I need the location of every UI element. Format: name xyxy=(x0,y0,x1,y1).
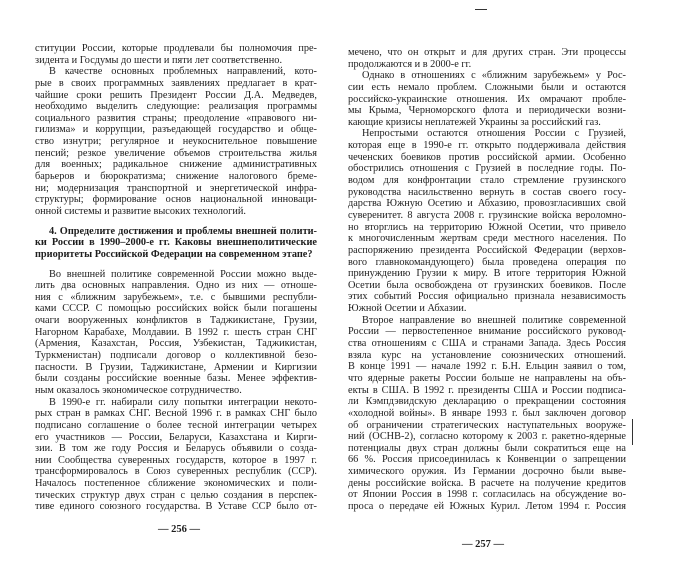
paragraph xyxy=(35,269,317,397)
text-line: ным оказалось экономическое сотрудничество. xyxy=(35,384,242,396)
text-line: распоряжению президента Российской Федерации (верхов- xyxy=(348,244,626,256)
text-line: структуры; формирование основ национальной инноваци- xyxy=(35,194,317,206)
text-line: В конце 1991 — начале 1992 г. Б.Н. Ельцин заявил о том, xyxy=(348,361,626,373)
text-line: этих событий Россия официально признала независимость xyxy=(348,291,626,303)
text-line: Во внешней политике современной России можно выде- xyxy=(49,268,317,280)
text-line: рых стран в рамках СНГ. Весной 1996 г. в рамках СНГ было xyxy=(35,408,317,420)
text-line: (Армения, Казахстан, Россия, Узбекистан, Таджикистан, xyxy=(35,338,317,350)
text-line: рые в своих программных заявлениях предлагает в крат- xyxy=(35,77,317,89)
text-line: Непростыми остаются отношения России с Грузией, xyxy=(362,128,626,140)
text-line: российско-украинские отношения. Их омрачают пробле- xyxy=(348,93,626,105)
text-line: руководства насильственно вернуть в состав своего госу- xyxy=(348,186,626,198)
text-line: социального развития страны; преодоление «правового ни- xyxy=(35,112,317,124)
text-line: ками СССР. С помощью российских войск были погашены xyxy=(35,303,317,315)
text-line: тиве единого союзного государства. В Уставе ССР было от- xyxy=(35,501,317,513)
text-line: чайшие сроки решить Президент России Д.А. Медведев, xyxy=(35,89,317,101)
text-line: Туркменистан) подписали договор о коллективной безо- xyxy=(35,350,317,362)
text-line: зии. В том же году Россия и Беларусь объявили о созда- xyxy=(35,443,317,455)
text-line: ни; модернизация транспортной и энергетической инфра- xyxy=(35,182,317,194)
text-line: пенсий; резкое увеличение объемов строительства жилья xyxy=(35,147,317,159)
paragraph xyxy=(348,315,626,513)
text-line: Нагорном Карабахе, Молдавии. В 1992 г. шесть стран СНГ xyxy=(35,326,317,338)
text-line: «холодной войны». В январе 1993 г. был заключен договор xyxy=(348,407,626,419)
paragraph xyxy=(35,397,317,513)
text-line: В качестве основных проблемных направлений, кото- xyxy=(49,66,317,78)
text-line: ний (ОСНВ-2), согласно которому к 2003 г. ракетно-ядерные xyxy=(348,431,626,443)
text-line: ки России в 1990–2000-е гг. Каковы внешнеполитические xyxy=(35,237,317,249)
text-line: 66 %. Россия присоединилась к Конвенции о запрещении xyxy=(348,454,626,466)
text-line: Южной Осетии и Абхазии. xyxy=(348,303,467,315)
text-line: для военных; радикальное снижение административных xyxy=(35,159,317,171)
text-line: водом для конфронтации стало стремление грузинского xyxy=(348,175,626,187)
text-line: взяла курс на установление союзнических отношений. xyxy=(348,349,626,361)
text-line: трансформировалось в Союз суверенных республик (ССР). xyxy=(35,466,317,478)
text-line: пасности. В Грузии, Таджикистане, Армении и Киргизии xyxy=(35,361,317,373)
text-line: подписано соглашение о более тесной интеграции четырех xyxy=(35,419,317,431)
page-number-right: — 257 — xyxy=(462,539,504,550)
text-line: чеченских боевиков против российской армии. Особенно xyxy=(348,151,626,163)
text-line: ства отношениям с США и странами Запада. Здесь Россия xyxy=(348,338,626,350)
paragraph xyxy=(348,128,626,314)
text-line: от Японии Россия в 1998 г. согласилась на обсуждение во- xyxy=(348,489,626,501)
text-line: дарства Южную Осетию и Абхазию, провозгласивших свой xyxy=(348,198,626,210)
text-line: 4. Определите достижения и проблемы внешней полити- xyxy=(49,225,317,237)
text-line: к многочисленным жертвам среди местного населения. По xyxy=(348,233,626,245)
left-page xyxy=(35,43,317,513)
text-line: дены российские войска. В расчете на получение кредитов xyxy=(348,477,626,489)
text-line: России — первостепенное внимание российского руковод- xyxy=(348,326,626,338)
text-line: химического оружия. Из Германии досрочно были выве- xyxy=(348,466,626,478)
text-line: тических структур двух стран с целью создания в перспек- xyxy=(35,489,317,501)
paragraph xyxy=(35,66,317,217)
text-line: онной системы и развитие высоких технологий. xyxy=(35,205,246,217)
text-line: обострились отношения с Грузией в последние годы. По- xyxy=(348,163,626,175)
text-line: Осетии была освобождена от грузинских боевиков. После xyxy=(348,279,626,291)
text-line: зидента и Госдумы до шести и пяти лет соответственно. xyxy=(35,54,283,66)
text-line: кающие кризисы неплатежей Украины за российский газ. xyxy=(348,116,601,128)
text-line: ния с «ближним зарубежьем», т.е. с бывшими республи- xyxy=(35,291,317,303)
text-line: принуждению Грузии к миру. В итоге территория Южной xyxy=(348,268,626,280)
text-line: потенциалы двух стран должны были сократиться еще на xyxy=(348,442,626,454)
paragraph xyxy=(35,43,317,66)
text-line: вого главнокомандующего) была проведена операция по xyxy=(348,256,626,268)
text-line: но вторглись на территорию Южной Осетии, что привело xyxy=(348,221,626,233)
paragraph xyxy=(348,47,626,70)
text-line: необходимо выделить следующие: реализация программы xyxy=(35,101,317,113)
text-line: ли Кэмпдэвидскую декларацию о прекращении состояния xyxy=(348,396,626,408)
text-line: барьеров и бюрократизма; снижение налогового бреме- xyxy=(35,171,317,183)
text-line: его участников — России, Беларуси, Казахстана и Кирги- xyxy=(35,431,317,443)
page-number-left: — 256 — xyxy=(158,524,200,535)
text-line: нии Сообщества суверенных государств, которое в 1997 г. xyxy=(35,454,317,466)
text-line: В 1990-е гг. набирали силу попытки интеграции некото- xyxy=(49,396,317,408)
text-line: приоритеты Российской Федерации на современном этапе? xyxy=(35,248,313,260)
question-heading xyxy=(35,226,317,261)
text-line: продолжаются и в 2000-е гг. xyxy=(348,58,472,70)
text-line: ституции России, которые продлевали бы полномочия пре- xyxy=(35,43,317,54)
text-line: мы Крыма, Черноморского флота и периодически возни- xyxy=(348,105,626,117)
text-line: которая еще в 1990-е гг. открыто поддерживала действия xyxy=(348,140,626,152)
text-line: Началось постепенное сближение экономических и поли- xyxy=(35,478,317,490)
text-line: Второе направление во внешней политике современной xyxy=(362,314,626,326)
text-line: лить два основных направления. Одно из них — отноше- xyxy=(35,280,317,292)
text-line: были созданы российские военные базы. Менее эффектив- xyxy=(35,373,317,385)
text-line: гилизма» и коррупции, разъедающей государство и обще- xyxy=(35,124,317,136)
scan-mark xyxy=(632,419,633,445)
text-line: проса о передаче ей Южных Курил. Летом 1994 г. Россия xyxy=(348,500,626,512)
text-line: об ограничении стратегических наступательных вооруже- xyxy=(348,419,626,431)
right-page xyxy=(348,47,626,513)
scan-mark xyxy=(475,9,487,10)
text-line: Однако в отношениях с «ближним зарубежьем» у Рос- xyxy=(362,70,626,82)
text-line: очаги вооруженных конфликтов в Таджикистане, Грузии, xyxy=(35,315,317,327)
text-line: суверенитет. 8 августа 2008 г. грузинские войска вероломно- xyxy=(348,209,626,221)
text-line: сии есть немало проблем. Сложными были и остаются xyxy=(348,81,626,93)
text-line: мечено, что он открыт и для других стран. Эти процессы xyxy=(348,47,626,58)
text-line: ство изнутри; регулярное и неукоснительное повышение xyxy=(35,136,317,148)
text-line: что ядерные ракеты России больше не направлены на объ- xyxy=(348,372,626,384)
paragraph xyxy=(348,70,626,128)
text-line: екты в США. В 1992 г. президенты США и России подписа- xyxy=(348,384,626,396)
